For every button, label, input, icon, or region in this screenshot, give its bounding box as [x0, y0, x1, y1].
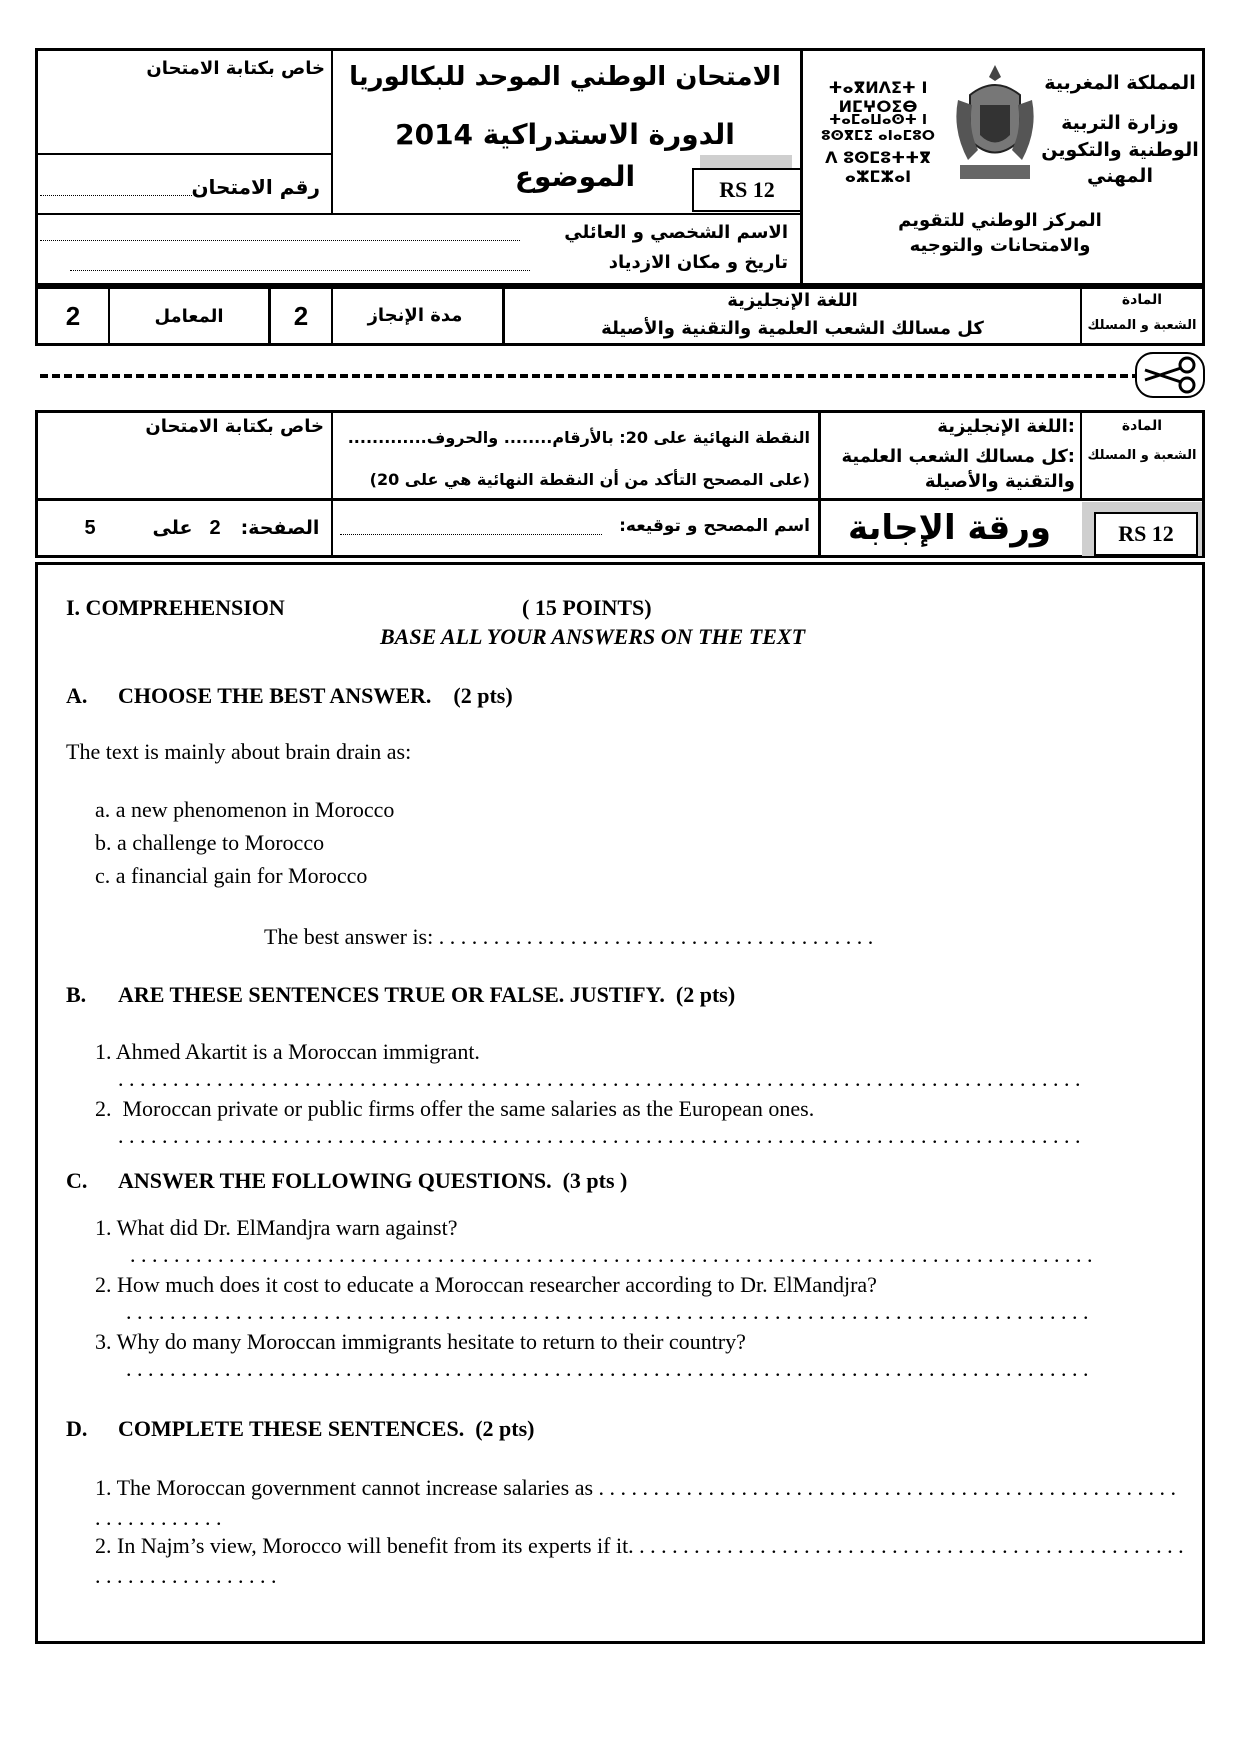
- center-ar: المركز الوطني للتقويم والامتحانات والتوجيه: [898, 210, 1102, 257]
- section-d-title: COMPLETE THESE SENTENCES. (2 pts): [118, 1416, 535, 1441]
- best-answer-field[interactable]: The best answer is: . . . . . . . . . . . . . . . . . . . . . . . . . . . . . . . . . . . . . . . .: [264, 924, 874, 949]
- birth-label: تاريخ و مكان الازدياد: [608, 252, 788, 273]
- d-item-1[interactable]: 1. The Moroccan government cannot increase salaries as . . . . . . . . . . . . . . . . . . . . . . . . . . . . . . . . . . . . . . . . . . . . . . . . . . . . . . . . . . . . . . . . .: [95, 1475, 1177, 1530]
- section-title: I. COMPREHENSION: [66, 595, 285, 620]
- c-answer-3[interactable]: . . . . . . . . . . . . . . . . . . . . . . . . . . . . . . . . . . . . . . . . . . . . . . . . . . . . . . . . . . . . . . . . . . . . . . . . . . . . . . . . . . . . . . . .: [126, 1356, 1089, 1381]
- answer-stream-value: :كل مسالك الشعب العلمية والتقنية والأصيلة: [841, 446, 1075, 493]
- coat-of-arms-icon: [950, 55, 1040, 195]
- stream-label: الشعبة و المسلك: [1087, 318, 1197, 333]
- name-label: الاسم الشخصي و العائلي: [564, 222, 788, 243]
- cut-line: [40, 374, 1140, 378]
- section-a-title: CHOOSE THE BEST ANSWER. (2 pts): [118, 683, 513, 708]
- check-note: (على المصحح التأكد من أن النقطة النهائية هي على 20): [369, 470, 810, 489]
- session-title: الدورة الاستدراكية 2014: [395, 118, 735, 151]
- c-item-2: 2. How much does it cost to educate a Moroccan researcher according to Dr. ElMandjra?: [95, 1272, 877, 1297]
- section-b-title: ARE THESE SENTENCES TRUE OR FALSE. JUSTIFY. (2 pts): [118, 982, 736, 1007]
- stream-value: كل مسالك الشعب العلمية والتقنية والأصيلة: [601, 318, 984, 339]
- b-answer-1[interactable]: . . . . . . . . . . . . . . . . . . . . . . . . . . . . . . . . . . . . . . . . . . . . . . . . . . . . . . . . . . . . . . . . . . . . . . . . . . . . . . . . . . . . . . . .: [118, 1066, 1081, 1091]
- kingdom-ar: المملكة المغربية: [1044, 72, 1196, 94]
- tifinagh-3: ⴷ ⵓⵙⵎⵓⵜⵜⴳ ⴰⵣⵎⵣⴰⵏ: [825, 148, 931, 186]
- instruction: BASE ALL YOUR ANSWERS ON THE TEXT: [380, 624, 806, 649]
- answer-subject-label: المادة: [1121, 418, 1163, 434]
- scissors-icon: [1135, 352, 1205, 398]
- exam-title: الامتحان الوطني الموحد للبكالوريا: [349, 62, 781, 92]
- b-item-1: 1. Ahmed Akartit is a Moroccan immigrant.: [95, 1039, 480, 1064]
- final-score: النقطة النهائية على 20: بالأرقام........ والحروف.............: [347, 428, 810, 447]
- corrector-label: اسم المصحح و توقيعه:: [619, 516, 810, 536]
- header-divider-left: [331, 48, 333, 215]
- reserved-label: خاص بكتابة الامتحان: [146, 58, 325, 79]
- page-of: على: [152, 517, 193, 539]
- c-answer-2[interactable]: . . . . . . . . . . . . . . . . . . . . . . . . . . . . . . . . . . . . . . . . . . . . . . . . . . . . . . . . . . . . . . . . . . . . . . . . . . . . . . . . . . . . . . . .: [126, 1299, 1089, 1324]
- tifinagh-2: ⵜⴰⵎⴰⵡⴰⵙⵜ ⵏ ⵓⵙⴳⵎⵉ ⴰⵏⴰⵎⵓⵔ: [820, 112, 935, 144]
- answer-stream-label: الشعبة و المسلك: [1087, 448, 1197, 463]
- name-field[interactable]: [40, 240, 520, 241]
- answer-subject-value: :اللغة الإنجليزية: [937, 416, 1075, 437]
- c-item-3: 3. Why do many Moroccan immigrants hesitate to return to their country?: [95, 1329, 746, 1354]
- section-a-letter: A.: [66, 683, 88, 708]
- duration-label: مدة الإنجاز: [367, 305, 463, 327]
- duration-value: 2: [293, 300, 309, 331]
- page-label: الصفحة:: [240, 517, 320, 539]
- section-c-title: ANSWER THE FOLLOWING QUESTIONS. (3 pts ): [118, 1168, 628, 1193]
- section-d-letter: D.: [66, 1416, 88, 1441]
- answer-reserved-label: خاص بكتابة الامتحان: [145, 416, 324, 437]
- header-hline-left: [35, 153, 333, 155]
- c-answer-1[interactable]: . . . . . . . . . . . . . . . . . . . . . . . . . . . . . . . . . . . . . . . . . . . . . . . . . . . . . . . . . . . . . . . . . . . . . . . . . . . . . . . . . . . . . . . .: [130, 1242, 1093, 1267]
- subject-value: اللغة الإنجليزية: [727, 290, 858, 311]
- ministry-ar: وزارة التربية الوطنية والتكوين المهني: [1041, 112, 1199, 188]
- section-c-letter: C.: [66, 1168, 88, 1193]
- page-total: 5: [84, 516, 96, 539]
- section-a-stem: The text is mainly about brain drain as:: [66, 739, 412, 764]
- exam-number-field[interactable]: [40, 195, 192, 196]
- option-b: b. a challenge to Morocco: [95, 830, 325, 855]
- header-divider-right: [800, 48, 803, 286]
- section-b-letter: B.: [66, 982, 87, 1007]
- section-points: ( 15 POINTS): [522, 595, 652, 620]
- tifinagh-1: ⵜⴰⴳⵍⴷⵉⵜ ⵏ ⵍⵎⵖⵔⵉⴱ: [828, 78, 928, 116]
- answer-code-box: RS 12: [1094, 512, 1198, 556]
- corrector-field[interactable]: [340, 534, 602, 535]
- subject-label: المادة: [1121, 292, 1163, 308]
- subject-word: الموضوع: [514, 160, 636, 193]
- code-box: RS 12: [692, 168, 802, 212]
- d-item-2[interactable]: 2. In Najm’s view, Morocco will benefit from its experts if it. . . . . . . . . . . . . . . . . . . . . . . . . . . . . . . . . . . . . . . . . . . . . . . . . . . . . . . . . . . . . . . . . . . .: [95, 1533, 1184, 1588]
- b-item-2: 2. Moroccan private or public firms offer the same salaries as the European ones.: [95, 1096, 815, 1121]
- b-answer-2[interactable]: . . . . . . . . . . . . . . . . . . . . . . . . . . . . . . . . . . . . . . . . . . . . . . . . . . . . . . . . . . . . . . . . . . . . . . . . . . . . . . . . . . . . . . . .: [118, 1123, 1081, 1148]
- option-a: a. a new phenomenon in Morocco: [95, 797, 395, 822]
- coef-label: المعامل: [154, 305, 224, 327]
- option-c: c. a financial gain for Morocco: [95, 863, 368, 888]
- coef-value: 2: [65, 300, 81, 331]
- c-item-1: 1. What did Dr. ElMandjra warn against?: [95, 1215, 458, 1240]
- birth-field[interactable]: [70, 270, 530, 271]
- header-hline-mid: [35, 213, 802, 215]
- exam-number-label: رقم الامتحان: [191, 175, 320, 199]
- answer-sheet-title: ورقة الإجابة: [822, 502, 1077, 554]
- page-current: 2: [209, 516, 221, 539]
